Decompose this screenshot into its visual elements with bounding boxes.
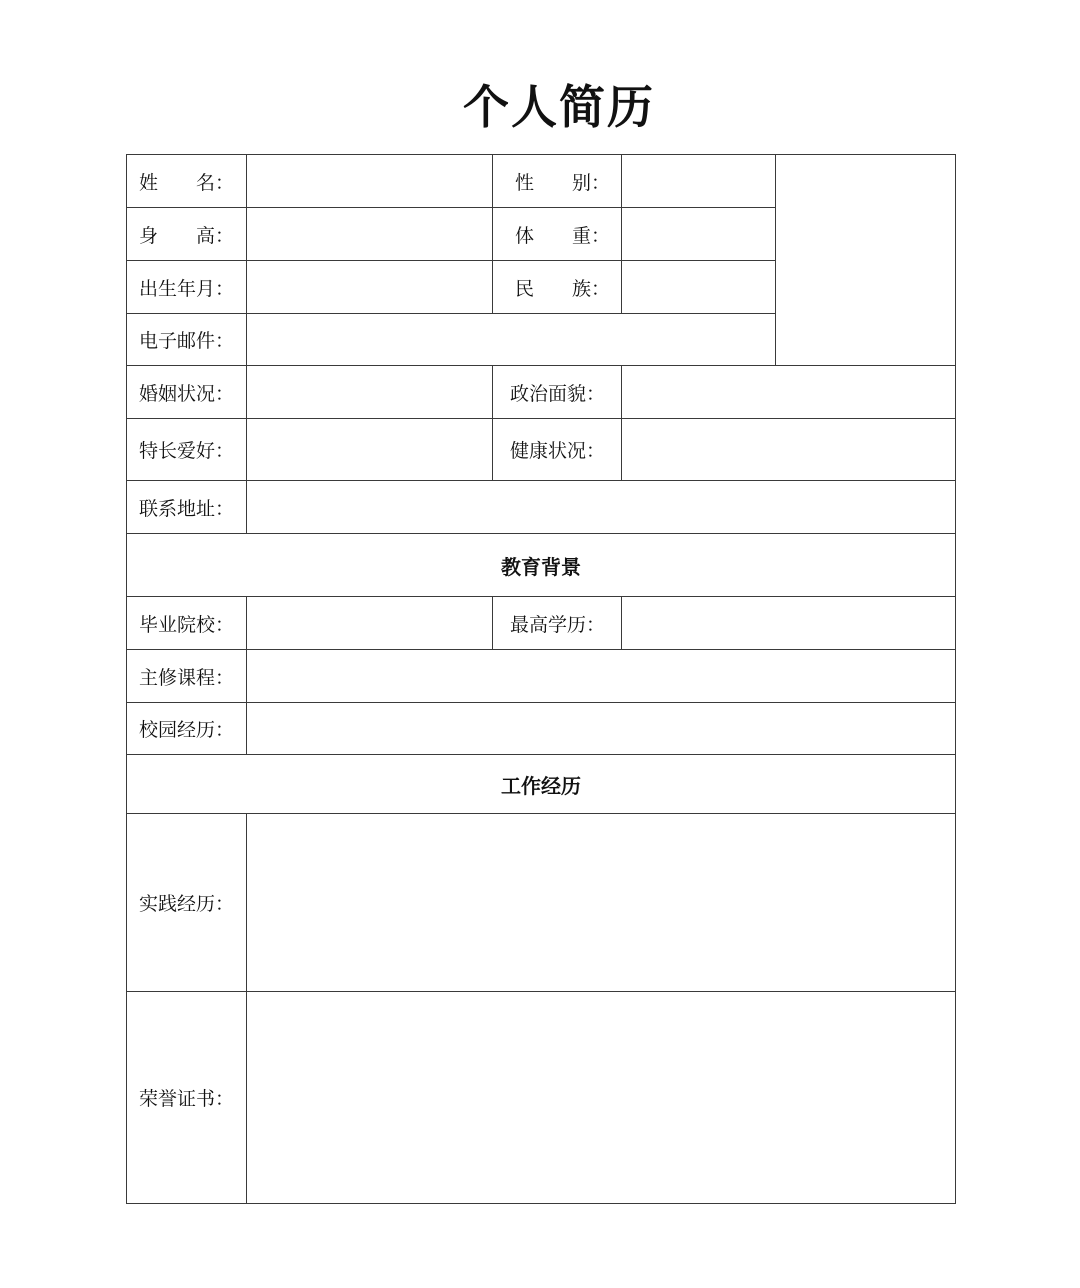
marital-label: 婚姻状况：	[127, 366, 247, 419]
birth-field[interactable]	[247, 261, 493, 314]
name-label: 姓 名：	[127, 155, 247, 208]
degree-field[interactable]	[622, 597, 955, 650]
gender-field[interactable]	[622, 155, 776, 208]
weight-field[interactable]	[622, 208, 776, 261]
school-label: 毕业院校：	[127, 597, 247, 650]
education-section-header: 教育背景	[127, 534, 955, 597]
name-field[interactable]	[247, 155, 493, 208]
work-section-header: 工作经历	[127, 755, 955, 814]
practice-field[interactable]	[247, 814, 955, 992]
photo-box[interactable]	[776, 155, 955, 366]
email-label: 电子邮件：	[127, 314, 247, 366]
page-title: 个人简历	[463, 80, 655, 134]
health-field[interactable]	[622, 419, 955, 481]
hobbies-label: 特长爱好：	[127, 419, 247, 481]
political-field[interactable]	[622, 366, 955, 419]
campus-label: 校园经历：	[127, 703, 247, 755]
birth-label: 出生年月：	[127, 261, 247, 314]
hobbies-field[interactable]	[247, 419, 493, 481]
email-field[interactable]	[247, 314, 776, 366]
ethnicity-label: 民 族：	[493, 261, 622, 314]
health-label: 健康状况：	[493, 419, 622, 481]
honors-field[interactable]	[247, 992, 955, 1203]
courses-label: 主修课程：	[127, 650, 247, 703]
courses-field[interactable]	[247, 650, 955, 703]
address-label: 联系地址：	[127, 481, 247, 534]
height-label: 身 高：	[127, 208, 247, 261]
resume-table	[126, 154, 956, 1204]
political-label: 政治面貌：	[493, 366, 622, 419]
campus-field[interactable]	[247, 703, 955, 755]
address-field[interactable]	[247, 481, 955, 534]
honors-label: 荣誉证书：	[127, 992, 247, 1203]
practice-label: 实践经历：	[127, 814, 247, 992]
marital-field[interactable]	[247, 366, 493, 419]
school-field[interactable]	[247, 597, 493, 650]
height-field[interactable]	[247, 208, 493, 261]
weight-label: 体 重：	[493, 208, 622, 261]
ethnicity-field[interactable]	[622, 261, 776, 314]
gender-label: 性 别：	[493, 155, 622, 208]
degree-label: 最高学历：	[493, 597, 622, 650]
